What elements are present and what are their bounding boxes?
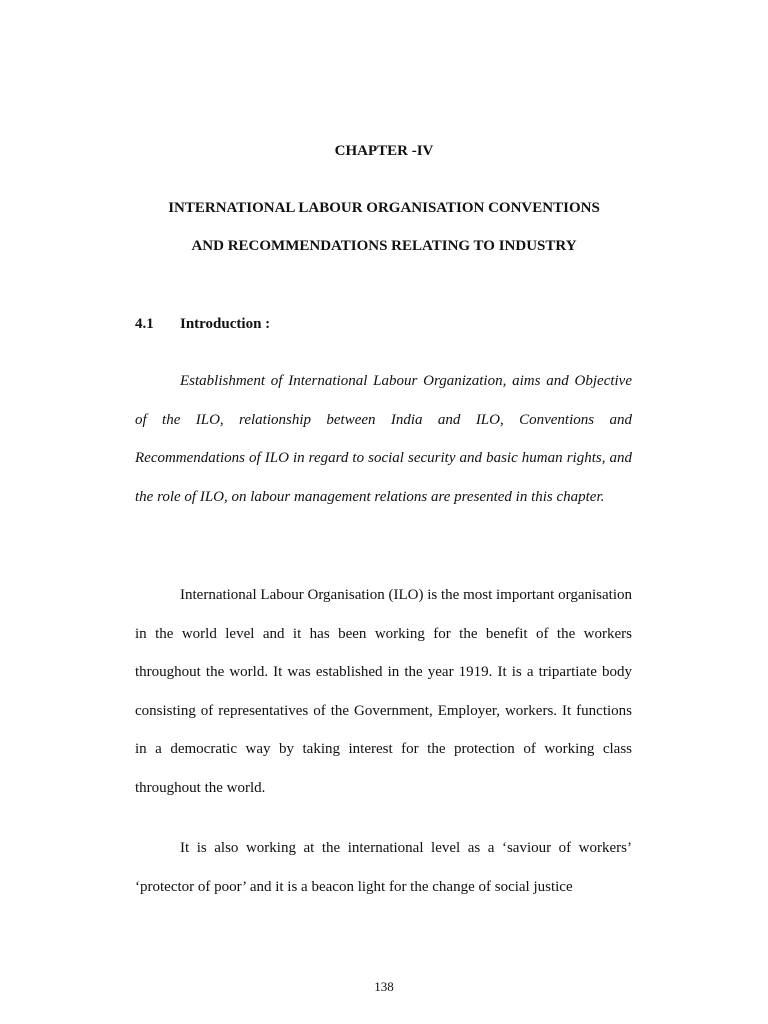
chapter-title-line-1: INTERNATIONAL LABOUR ORGANISATION CONVENTIONS	[168, 200, 600, 216]
intro-paragraph: Establishment of International Labour Organization, aims and Objective of the ILO, relationship between India and ILO, Conventions and Recommendations of ILO in regard to social security and basic human rights, and the role of ILO, on labour management relations are presented in this chapter.	[135, 373, 632, 505]
body-paragraph-ilo-role: It is also working at the international level as a ‘saviour of workers’ ‘protector of poor’ and it is a beacon light for the change of social justice	[135, 840, 632, 895]
section-heading	[135, 315, 270, 333]
section-title: Introduction :	[180, 316, 271, 332]
chapter-title-line-2: AND RECOMMENDATIONS RELATING TO INDUSTRY	[191, 238, 577, 254]
chapter-heading: CHAPTER -IV	[334, 143, 434, 159]
section-number: 4.1	[135, 316, 154, 332]
page-number: 138	[374, 979, 394, 994]
body-paragraph-ilo-overview: International Labour Organisation (ILO) is the most important organisation in the world level and it has been working for the benefit of the workers throughout the world. It was established in the year 1919. It is a tripartiate body consisting of representatives of the Government, Employer, workers. It functions in a democratic way by taking interest for the protection of working class throughout the world.	[135, 587, 632, 796]
